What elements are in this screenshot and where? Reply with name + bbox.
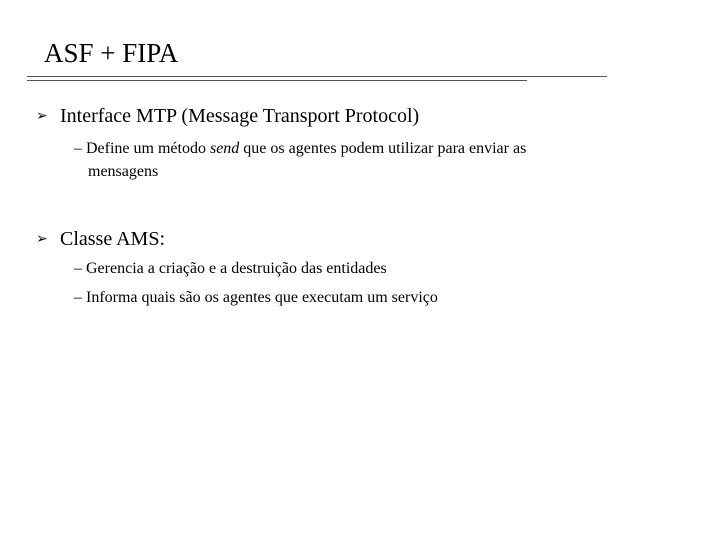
bullet-item-mtp [36, 104, 419, 128]
title-underline-rule-secondary [27, 80, 527, 81]
bullet-item-ams [36, 227, 165, 251]
sub-text-continuation: mensagens [88, 163, 159, 180]
slide-title: ASF + FIPA [44, 38, 179, 68]
arrowhead-bullet-icon: ➢ [36, 108, 48, 124]
dash-bullet-icon: – [74, 289, 82, 306]
sub-text-before: Define um método [86, 140, 210, 157]
sub-item-service-agents [74, 286, 654, 309]
title-underline-rule [27, 76, 607, 77]
dash-bullet-icon: – [74, 140, 82, 157]
sub-text-emphasis: send [209, 140, 240, 157]
bullet-text: Interface MTP (Message Transport Protocol) [60, 105, 420, 127]
bullet-text: Classe AMS: [60, 228, 166, 250]
dash-bullet-icon: – [74, 260, 82, 277]
sub-text: Gerencia a criação e a destruição das entidades [86, 260, 387, 277]
arrowhead-bullet-icon: ➢ [36, 231, 48, 247]
sub-text: Informa quais são os agentes que executam um serviço [86, 289, 438, 306]
sub-item-manage-entities [74, 257, 654, 280]
sub-text-after: que os agentes podem utilizar para enviar as [239, 140, 527, 157]
sub-item-send-method [74, 137, 654, 183]
